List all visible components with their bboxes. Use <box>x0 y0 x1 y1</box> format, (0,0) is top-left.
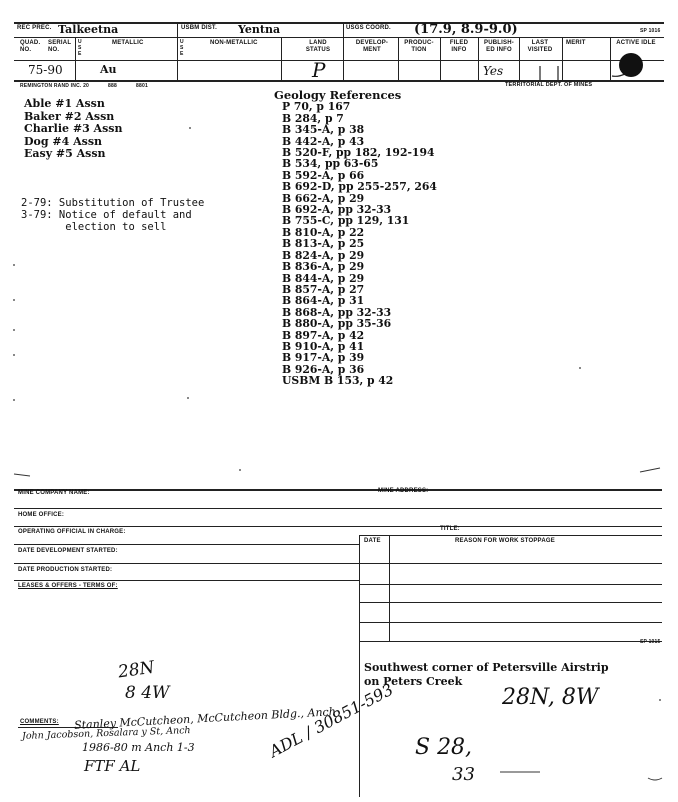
geology-heading: Geology References <box>274 88 402 102</box>
usbm-dist-value: Yentna <box>238 23 281 36</box>
date-column-label: DATE <box>364 538 381 544</box>
col-production: PRODUC-TION <box>404 40 434 53</box>
mine-address-label: MINE ADDRESS: <box>378 488 429 494</box>
printer-code-1: 888 <box>108 83 117 89</box>
land-status-value: P <box>312 58 326 82</box>
reference-item: B 810-A, p 22 <box>282 225 365 239</box>
handwritten-township: 28N <box>116 657 156 683</box>
reference-item: B 836-A, p 29 <box>282 260 365 274</box>
handwritten-comment-4: FTF AL <box>84 757 141 775</box>
rec-prec-value: Talkeetna <box>58 23 119 36</box>
note-line: 3-79: Notice of default and <box>21 209 192 221</box>
reference-item: B 910-A, p 41 <box>282 339 365 353</box>
col-last-visited: LAST VISITED <box>527 40 553 53</box>
printer-code-2: 8801 <box>136 83 148 89</box>
usb-letter-s-2: S <box>180 45 184 51</box>
note-line: 2-79: Substitution of Trustee <box>21 197 205 209</box>
col-merit: MERIT <box>566 40 586 46</box>
location-line-2: on Peters Creek <box>364 675 463 688</box>
col-published-info: PUBLISH-ED INFO <box>484 40 514 53</box>
territorial-label: TERRITORIAL DEPT. OF MINES <box>505 82 593 88</box>
usb-letter-e: E <box>78 51 82 57</box>
usgs-coord-value: (17.9, 8.9-9.0) <box>414 22 518 37</box>
reference-item: B 844-A, p 29 <box>282 271 365 285</box>
handwritten-comment-2: John Jacobson, Rosalara y St, Anch <box>21 725 191 742</box>
reference-item: B 926-A, p 36 <box>282 362 365 376</box>
location-line-1: Southwest corner of Petersville Airstrip <box>364 661 609 674</box>
printer-line: REMINGTON RAND INC. 20 <box>20 83 90 89</box>
reference-item: B 864-A, p 31 <box>282 294 365 308</box>
col-land-status: LAND STATUS <box>305 40 331 53</box>
corner-code: SP 1016 <box>640 28 661 34</box>
usbm-dist-label: USBM DIST. <box>181 25 218 31</box>
reference-item: B 897-A, p 42 <box>282 328 365 342</box>
metallic-value: Au <box>100 63 117 76</box>
home-office-label: HOME OFFICE: <box>18 512 65 518</box>
reference-item: B 692-A, pp 32-33 <box>282 203 392 217</box>
date-development-label: DATE DEVELOPMENT STARTED: <box>18 548 118 554</box>
usb-letter-s: S <box>78 45 82 51</box>
handwritten-township-range: 28N, 8W <box>502 685 599 710</box>
reference-item: B 345-A, p 38 <box>282 123 365 137</box>
published-info-value: Yes <box>483 64 504 78</box>
mine-company-name-label: MINE COMPANY NAME: <box>18 490 90 496</box>
reference-item: B 520-F, pp 182, 192-194 <box>282 146 435 160</box>
reference-item: B 824-A, p 29 <box>282 248 365 262</box>
col-non-metallic: NON-METALLIC <box>210 40 258 46</box>
col-filed-info: FILED INFO <box>449 40 469 53</box>
form-code: SP 1015 <box>640 639 661 645</box>
reference-item: B 813-A, p 25 <box>282 237 365 251</box>
reference-item: B 442-A, p 43 <box>282 134 365 148</box>
usb-letter-e-2: E <box>180 51 184 57</box>
reference-item: B 857-A, p 27 <box>282 282 365 296</box>
reference-item: P 70, p 167 <box>282 100 351 114</box>
claim-item: Dog #4 Assn <box>24 134 103 148</box>
leases-offers-label: LEASES & OFFERS - TERMS OF: <box>18 583 118 589</box>
comments-label: COMMENTS: <box>20 719 59 725</box>
reference-item: B 692-D, pp 255-257, 264 <box>282 180 437 194</box>
reference-item: B 917-A, p 39 <box>282 351 365 365</box>
claim-item: Able #1 Assn <box>24 97 105 110</box>
reference-item: B 755-C, pp 129, 131 <box>282 214 410 228</box>
rec-prec-label: REC PREC. <box>17 25 52 31</box>
col-quad-no: QUAD. NO. <box>20 40 41 53</box>
note-line: election to sell <box>21 221 167 233</box>
usgs-coord-label: USGS COORD. <box>346 25 391 31</box>
handwritten-range: 8 4W <box>125 683 170 703</box>
claim-item: Charlie #3 Assn <box>24 122 123 135</box>
operating-official-label: OPERATING OFFICIAL IN CHARGE: <box>18 529 126 535</box>
reference-item: B 534, pp 63-65 <box>282 157 379 171</box>
usb-letter-u-2: U <box>180 39 184 45</box>
date-production-label: DATE PRODUCTION STARTED: <box>18 567 113 573</box>
handwritten-comment-3: 1986-80 m Anch 1-3 <box>82 741 195 754</box>
handwritten-section: S 28, <box>415 735 473 760</box>
title-label: TITLE: <box>440 526 460 532</box>
col-metallic: METALLIC <box>112 40 144 46</box>
col-serial-no: SERIAL NO. <box>48 40 72 53</box>
col-active-idle: ACTIVE IDLE <box>616 40 656 46</box>
handwritten-section-2: 33 <box>452 764 475 785</box>
usb-letter-u: U <box>78 39 82 45</box>
reference-item: B 592-A, p 66 <box>282 168 365 182</box>
reference-item: USBM B 153, p 42 <box>282 374 394 388</box>
col-development: DEVELOP-MENT <box>355 40 389 53</box>
reference-item: B 880-A, pp 35-36 <box>282 317 392 331</box>
reference-item: B 868-A, pp 32-33 <box>282 305 392 319</box>
reference-item: B 284, p 7 <box>282 111 344 125</box>
reason-stoppage-label: REASON FOR WORK STOPPAGE <box>455 538 555 544</box>
handwritten-comment-1: Stanley McCutcheon, McCutcheon Bldg., Anch <box>73 705 337 732</box>
claim-item: Baker #2 Assn <box>24 109 115 123</box>
claim-item: Easy #5 Assn <box>24 147 106 160</box>
quad-no-value: 75-90 <box>28 63 63 77</box>
reference-item: B 662-A, p 29 <box>282 191 365 205</box>
handwritten-adl: ADL / 30851-593 <box>266 679 397 761</box>
